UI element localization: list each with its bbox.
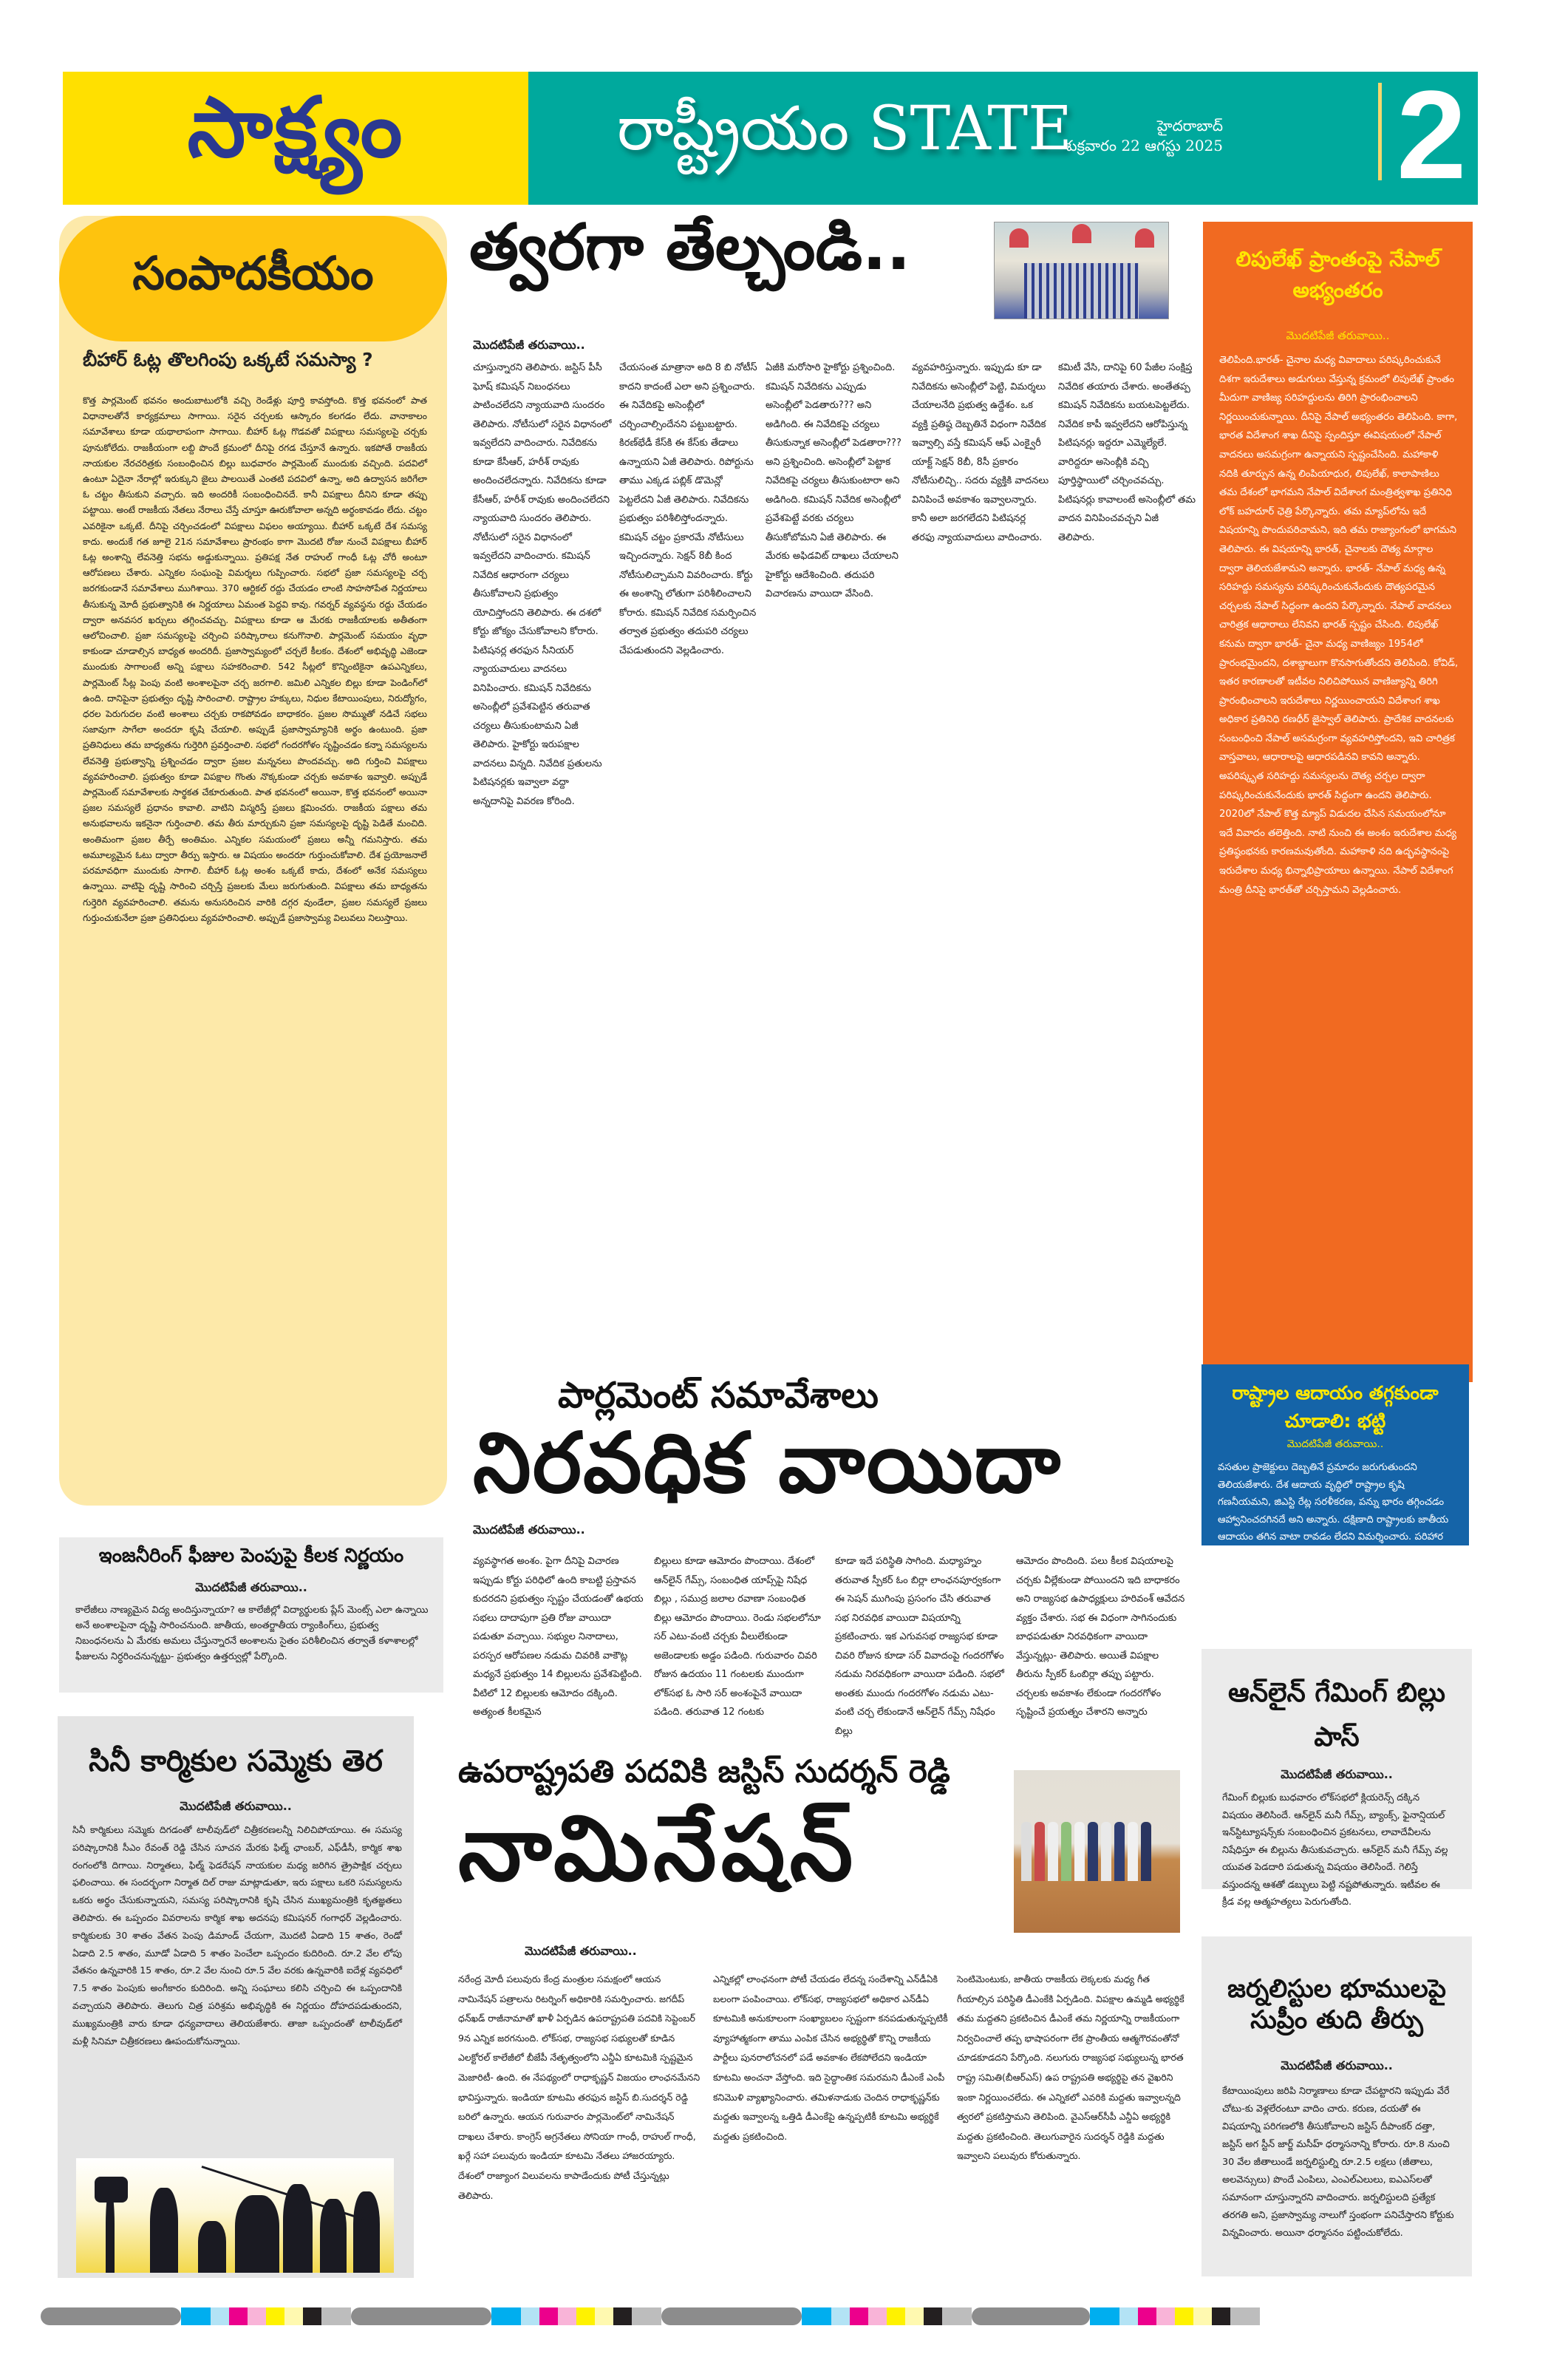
color-swatch: [41, 2307, 181, 2325]
parliament-kicker: పార్లమెంట్ సమావేశాలు: [558, 1375, 879, 1416]
color-swatch: [491, 2307, 521, 2325]
color-swatch: [802, 2307, 831, 2325]
section-title: రాష్ట్రీయం STATE: [617, 94, 1072, 164]
person-shape: [1034, 1822, 1045, 1881]
parliament-column: కూడా ఇదే పరిస్థితి సాగింది. మధ్యాహ్నం తరువాత స్పీకర్ ఓం బిర్లా లాంఛనపూర్వకంగా ఈ సెషన్ ముగింపు ప్రసంగం చేసి తరువాత సభ నిరవధిక వాయిదా విషయాన్ని ప్రకటించారు. ఇక ఎగువసభ రాజ్యసభ కూడా చివరి రోజున కూడా సర్ వివాదంపై గందరగోళం నడుమ నిరవధికంగా వాయిదా పడింది. సభలో అంతకు ముందు గందరగోళం నడుమ ఎటు-వంటి చర్చ లేకుండానే ఆన్‌లైన్ గేమ్స్ నిషేధం బిల్లు: [835, 1556, 1004, 1737]
light-head-shape: [95, 2177, 128, 2203]
color-swatch: [905, 2307, 924, 2325]
color-swatch: [1193, 2307, 1212, 2325]
masthead-band: [528, 65, 1478, 205]
main-story-column: వ్యవహరిస్తున్నారు. ఇప్పుడు కూ డా నివేదికను అసెంబ్లీలో పెట్టి, విమర్శలు చేయాలనేది ప్రభుత్వ ఉద్దేశం. ఒక వ్యక్తి ప్రతిష్ఠ దెబ్బతినే విధంగా నివేదిక ఇవ్వాల్సి వస్తే కమిషన్ ఆఫ్ ఎంక్వైరీ యాక్ట్ సెక్షన్ 8బీ, 8సీ ప్రకారం నోటీసులిచ్చి.. సదరు వ్యక్తికి వాదనలు వినిపించే అవకాశం ఇవ్వాలన్నారు. కానీ అలా జరగలేదని పిటిషనర్ల తరఫు న్యాయవాదులు వాదించారు.: [912, 362, 1049, 543]
person-shape: [1141, 1822, 1151, 1881]
continued-label: మొదటిపేజీ తరువాయి..: [1281, 2058, 1393, 2072]
color-swatch: [1230, 2307, 1260, 2325]
nepal-headline: లిపులేఖ్ ప్రాంతంపై నేపాల్ అభ్యంతరం: [1235, 247, 1440, 302]
vp-kicker: ఉపరాష్ట్రపతి పదవికి జస్టిస్ సుదర్శన్ రెడ్డి: [458, 1753, 950, 1789]
color-swatch: [613, 2307, 632, 2325]
color-swatch: [632, 2307, 661, 2325]
color-swatch: [211, 2307, 229, 2325]
person-shape: [1074, 1822, 1085, 1881]
bhatti-body: వసతుల ప్రాజెక్టులు దెబ్బతినే ప్రమాదం జరుగుతుందని తెలియజేశారు. దేశ ఆదాయ వృద్ధిలో రాష్ట్రాల కృషి గణనీయమని, జిఎస్టి రేట్ల సరళీకరణ, పన్ను భారం తగ్గించడం ఆహ్వానించదగినదే అని అన్నారు. దక్షిణాది రాష్ట్రాలకు జాతీయ ఆదాయం తగిన వాటా రావడం లేదని విమర్శించారు. పరిహార సెస్సు కొనసాగించి.. ఆదాయాన్ని పంచాలన్న భట్టి విక్రమార్క పేర్కొన్నారు.: [1218, 1462, 1449, 1577]
cine-story-box: [58, 1716, 414, 2278]
nepal-story-box: [1203, 222, 1473, 1382]
high-court-photo: [994, 222, 1169, 319]
gaming-headline: ఆన్‌లైన్ గేమింగ్ బిల్లు పాస్: [1228, 1678, 1445, 1752]
color-swatch: [850, 2307, 868, 2325]
color-swatch: [942, 2307, 972, 2325]
continued-label: మొదటిపేజీ తరువాయి..: [195, 1580, 307, 1594]
continued-label: మొదటిపేజీ తరువాయి..: [1281, 1767, 1393, 1781]
print-color-bar: [0, 2306, 1568, 2327]
main-story-column: చూస్తున్నారని తెలిపారు. జస్టిస్ పీసీ ఘోష్ కమిషన్ నిబంధనలు పాటించలేదని న్యాయవాది సుందరం తెలిపారు. నోటీసులో సరైన విధానంలో ఇవ్వలేదని వాదించారు. నివేదికను కూడా కేసీఆర్, హరీశ్ రావుకు అందించలేదన్నారు. నివేదికను కూడా కేసీఆర్, హరీశ్ రావుకు అందించలేదని న్యాయవాది సుందరం తెలిపారు. నోటీసులో సరైన విధానంలో ఇవ్వలేదని వాదించారు. కమిషన్ నివేదిక ఆధారంగా చర్యలు తీసుకోవాలని ప్రభుత్వం యోచిస్తోందని తెలిపారు. ఈ దశలో కోర్టు జోక్యం చేసుకోవాలని కోరారు. పిటిషనర్ల తరఫున సీనియర్ న్యాయవాదులు వాదనలు వినిపించారు. కమిషన్ నివేదికను అసెంబ్లీలో ప్రవేశపెట్టిన తరువాత చర్యలు తీసుకుంటామని ఏజీ తెలిపారు. హైకోర్టు ఇరుపక్షాల వాదనలు విన్నది. నివేదిక ప్రతులను పిటిషనర్లకు ఇవ్వాలా వద్దా అన్నదానిపై వివరణ కోరింది.: [473, 362, 612, 807]
gaming-body: గేమింగ్ బిల్లుకు బుధవారం లోక్‌సభలో క్లియరెన్స్ దక్కిన విషయం తెలిసిందే. ఆన్‌లైన్ మనీ గేమ్స్, బ్యాంక్స్, ఫైనాన్షియల్ ఇన్‌స్టిట్యూషన్స్‌కు సంబంధించిన ప్రకటనలు, లావాదేవీలను నిషేధిస్తూ ఈ బిల్లును తీసుకువచ్చారు. ఆన్‌లైన్ మనీ గేమ్స్ వల్ల యువత పెడదారి పడుతున్న విషయం తెలిసిందే. గెలిస్తే వస్తుందన్న ఆశతో డబ్బులు పెట్టి నష్టపోతున్నారు. ఇటీవల ఈ క్రీడ వల్ల ఆత్మహత్యలు పెరుగుతోంది.: [1222, 1792, 1448, 1908]
main-story-column: కమిటీ వేసి, దానిపై 60 పేజీల సంక్షిప్త నివేదిక తయారు చేశారు. అంతేతప్ప కమిషన్ నివేదికను బయటపెట్టలేదు. నివేదిక కాపీ ఇవ్వలేదని ఆరోపిస్తున్న పిటిషనర్లు ఇద్దరూ ఎమ్మెల్యేలే. వారిద్దరూ అసెంబ్లీకి వచ్చి పూర్తిస్థాయిలో చర్చించవచ్చు. పిటిషనర్లు కావాలంటే అసెంబ్లీలో తమ వాదన వినిపించవచ్చని ఏజీ తెలిపారు.: [1058, 362, 1196, 543]
parliament-column: వ్యవస్థాగత అంశం. పైగా దీనిపై విచారణ ఇప్పుడు కోర్టు పరిధిలో ఉంది కాబట్టి ప్రస్తావన కుదరదని ప్రభుత్వం స్పష్టం చేయడంతో ఉభయ సభలు దాదాపుగా ప్రతి రోజు వాయిదా పడుతూ వచ్చాయి. సభ్యుల నినాదాలు, పరస్పర ఆరోపణల నడుమ చివరికి వాకౌట్ల మధ్యనే ప్రభుత్వం 14 బిల్లులను ప్రవేశపెట్టింది. వీటిలో 12 బిల్లులకు ఆమోదం దక్కింది. అత్యంత కీలకమైన: [473, 1556, 644, 1718]
journalist-story-box: [1201, 1936, 1472, 2276]
person-shape: [1101, 1822, 1111, 1881]
color-swatch: [924, 2307, 942, 2325]
color-swatch: [181, 2307, 211, 2325]
dateline-city: హైదరాబాద్: [1156, 117, 1223, 135]
main-story-column: చేయసంత మాత్రానా అది 8 బి నోటీస్ కాదని కాదంటే ఎలా అని ప్రశ్నించారు. ఈ నివేదికపై అసెంబ్లీలో చర్చించాల్సిందేనని పట్టుబట్టారు. కిరణ్‌భేడీ కేస్‌కి ఈ కేస్‌కు తేడాలు ఉన్నాయని ఏజీ తెలిపారు. రిపోర్టును తాము ఎక్కడ పబ్లిక్ డొమెన్లో పెట్టలేదని ఏజీ తెలిపారు. నివేదికను ప్రభుత్వం పరిశీలిస్తోందన్నారు. కమిషన్ చట్టం ప్రకారమే నోటీసులు ఇచ్చిందన్నారు. సెక్షన్ 8బీ కింద నోటీసులిచ్చామని వివరించారు. కోర్టు ఈ అంశాన్ని లోతుగా పరిశీలించాలని కోరారు. కమిషన్ నివేదిక సమర్పించిన తర్వాత ప్రభుత్వం తదుపరి చర్యలు చేపడుతుందని వెల్లడించారు.: [619, 362, 757, 656]
color-swatch: [248, 2307, 266, 2325]
color-swatch: [887, 2307, 905, 2325]
person-shape: [1048, 1822, 1058, 1881]
bhatti-headline: రాష్ట్రాల ఆదాయం తగ్గకుండా చూడాలి: భట్టి: [1232, 1382, 1439, 1432]
vp-headline: నామినేషన్: [458, 1796, 858, 1901]
boom-operator-silhouette: [353, 2191, 380, 2273]
dome-shape: [1072, 224, 1091, 243]
dateline-date: శుక్రవారం 22 ఆగస్టు 2025: [1063, 137, 1223, 154]
color-swatch: [868, 2307, 887, 2325]
dome-shape: [1009, 228, 1029, 248]
engineering-story-box: [59, 1537, 443, 1693]
vp-column: ఎన్నికల్లో లాంఛనంగా పోటీ చేయడం లేదన్న సందేశాన్ని ఎన్‌డీఏకి బలంగా పంపించాయి. లోక్‌సభ, రాజ్యసభలో అధికార ఎన్‌డీఏ కూటమికి అనుకూలంగా సంఖ్యాబలం స్పష్టంగా కనపడుతున్నప్పటికీ వ్యూహాత్మకంగా తాము ఎంపిక చేసిన అభ్యర్థితో కొన్ని రాజకీయ పార్టీలు పునరాలోచనలో పడే అవకాశం లేకపోలేదని ఇండియా కూటమి అంచనా వేస్తోంది. ఇది సైద్ధాంతిక సమరమని డీఎంకే ఎంపీ కనిమొళి వ్యాఖ్యానించారు. తమిళనాడుకు చెందిన రాధాకృష్ణన్‌కు మద్దతు ఇవ్వాలన్న ఒత్తిడి డీఎంకేపై ఉన్నప్పటికీ కూటమి అభ్యర్థికే మద్దతు ప్రకటించింది.: [713, 1973, 948, 2142]
masthead-divider: [1378, 83, 1382, 180]
film-crew-silhouette-photo: [76, 2158, 394, 2273]
color-swatch: [229, 2307, 248, 2325]
color-swatch: [1212, 2307, 1230, 2325]
color-swatch: [595, 2307, 613, 2325]
bhatti-story-box: [1201, 1364, 1469, 1577]
color-swatch: [1156, 2307, 1175, 2325]
continued-label: మొదటిపేజీ తరువాయి..: [180, 1799, 292, 1813]
color-swatch: [1090, 2307, 1119, 2325]
parliament-headline: నిరవధిక వాయిదా: [473, 1415, 1063, 1511]
continued-label: మొదటిపేజీ తరువాయి..: [473, 1523, 585, 1537]
parliament-column: ఆమోదం పొందింది. పలు కీలక విషయాలపై చర్చకు వీల్లేకుండా పోయిందని ఇది బాధాకరం అని రాజ్యసభ ఉపాధ్యక్షులు హరివంశ్ ఆవేదన వ్యక్తం చేశారు. సభ ఈ విధంగా సాగినందుకు బాధపడుతూ నిరవధికంగా వాయిదా వేస్తున్నట్లు- తెలిపారు. అయితే విపక్షాల తీరును స్పీకర్ ఓంబిర్లా తప్పు పట్టారు. చర్చలకు అవకాశం లేకుండా గందరగోళం సృష్టించే ప్రయత్నం చేశారని అన్నారు: [1016, 1556, 1185, 1718]
color-swatch: [284, 2307, 303, 2325]
color-swatch: [351, 2307, 491, 2325]
cine-headline: సినీ కార్మికుల సమ్మెకు తెర: [89, 1744, 383, 1778]
color-swatch: [831, 2307, 850, 2325]
color-swatch: [558, 2307, 576, 2325]
person-shape: [1021, 1822, 1032, 1881]
color-swatch: [303, 2307, 321, 2325]
color-swatch: [539, 2307, 558, 2325]
nepal-body: తెలిపింది.భారత్- చైనాల మధ్య వివాదాలు పరిష్కరించుకునే దిశగా ఇరుదేశాలు అడుగులు వేస్తున్న క్రమంలో లిపులేఖ్ ప్రాంతం మీదుగా వాణిజ్య సరిహద్దులను తిరిగి ప్రారంభించాలని నిర్ణయించుకున్నాయి. దీనిపై నేపాల్ అభ్యంతరం తెలిపింది. కాగా, భారత విదేశాంగ శాఖ దీనిపై స్పందిస్తూ ఈవిషయంలో నేపాల్ వాదనలు అసమగ్రంగా ఉన్నాయని స్పష్టంచేసింది. మహాకాళి నదికి తూర్పున ఉన్న లింపియాధుర, లిపులేఖ్, కాలాపాణిలు తమ దేశంలో భాగమని నేపాల్ విదేశాంగ మంత్రిత్వశాఖ ప్రతినిధి లోక్ బహదూర్ ఛెత్రి పేర్కొన్నారు. తమ మ్యాప్‌లోను ఇదే విషయాన్ని పొందుపరిచామని, ఇది తమ రాజ్యాంగంలో భాగమని తెలిపారు. ఈ విషయాన్ని భారత్, చైనాలకు దౌత్య మార్గాల ద్వారా తెలియజేశామని అన్నారు. భారత్- నేపాల్ మధ్య ఉన్న సరిహద్దు సమస్యను పరిష్కరించుకునేందుకు దౌత్యపరమైన చర్చలకు నేపాల్ సిద్ధంగా ఉందని పేర్కొన్నారు. నేపాల్ వాదనలు చారిత్రక ఆధారాలు లేనివని భారత్ స్పష్టం చేసింది. లిపులేఖ్ కనుమ ద్వారా భారత్- చైనా మధ్య వాణిజ్యం 1954లో ప్రారంభమైందని, దశాబ్దాలుగా కొనసాగుతోందని తెలిపింది. కోవిడ్, ఇతర కారణాలతో ఇటీవల నిలిచిపోయిన వాణిజ్యాన్ని తిరిగి ప్రారంభించాలని ఇరుదేశాలు నిర్ణయించాయని విదేశాంగ శాఖ అధికార ప్రతినిధి రణధీర్ జైస్వాల్ తెలిపారు. ప్రాదేశిక వాదనలకు సంబంధించి నేపాల్ అసమగ్రంగా వ్యవహరిస్తోందని, ఇవి చారిత్రక వాస్తవాలు, ఆధారాలపై ఆధారపడినవి కావని అన్నారు. అపరిష్కృత సరిహద్దు సమస్యలను దౌత్య చర్చల ద్వారా పరిష్కరించుకునేందుకు భారత్ సిద్ధంగా ఉందని తెలిపారు. 2020లో నేపాల్ కొత్త మ్యాప్ విడుదల చేసిన సమయంలోనూ ఇదే వివాదం తలెత్తింది. నాటి నుంచి ఈ అంశం ఇరుదేశాల మధ్య ప్రతిష్ఠంభనకు కారణమవుతోంది. మహాకాళి నది ఉద్భవస్థానంపై ఇరుదేశాల మధ్య భిన్నాభిప్రాయాలు ఉన్నాయి. నేపాల్ విదేశాంగ మంత్రి దీనిపై భారత్‌తో చర్చిస్తామని వెల్లడించారు.: [1219, 355, 1459, 896]
engineering-body: కాలేజీలు నాణ్యమైన విద్య అందిస్తున్నాయా? ఆ కాలేజీల్లో విద్యార్థులకు ప్లేస్ మెంట్స్ ఎలా ఉన్నాయి అనే అంశాలపైనా దృష్టి సారించనుంది. జాతీయ, అంతర్జాతీయ ర్యాంకింగ్‌లు, ప్రభుత్వ నిబంధనలను ఏ మేరకు అమలు చేస్తున్నారనే అంశాలను సైతం పరిశీలించిన తర్వాతే కళాశాలల్లో ఫీజులను నిర్ధరించనున్నట్టు- ప్రభుత్వం ఉత్తర్వుల్లో పేర్కొంది.: [75, 1605, 429, 1662]
logo-text: సాక్ష్యం: [187, 80, 404, 176]
main-story-column: ఏజీకి మరోసారి హైకోర్టు ప్రశ్నించింది. కమిషన్ నివేదికను ఎప్పుడు అసెంబ్లీలో పెడతారు??? అని అడిగింది. ఈ నివేదికపై చర్యలు తీసుకున్నాక అసెంబ్లీలో పెడతారా??? అని ప్రశ్నించింది. అసెంబ్లీలో పెట్టాక నివేదికపై చర్యలు తీసుకుంటారా అని అడిగింది. కమిషన్ నివేదిక అసెంబ్లీలో ప్రవేశపెట్టే వరకు చర్యలు తీసుకోబోమని ఏజీ తెలిపారు. ఈ మేరకు అఫిడవిట్ దాఖలు చేయాలని హైకోర్టు ఆదేశించింది. తదుపరి విచారణను వాయిదా వేసింది.: [766, 362, 901, 599]
cine-body: సినీ కార్మికులు సమ్మెకు దిగడంతో టాలీవుడ్‌లో చిత్రీకరణలన్నీ నిలిచిపోయాయి. ఈ సమస్య పరిష్కారానికి సీఎం రేవంత్ రెడ్డి చేసిన సూచన మేరకు ఫిల్మ్ ఛాంబర్, ఎఫ్‌డీసీ, కార్మిక శాఖ రంగంలోకి దిగాయి. నిర్మాతలు, ఫిల్మ్ ఫెడరేషన్ నాయకుల మధ్య జరిగిన త్రైపాక్షిక చర్చలు ఫలించాయి. ఈ సందర్భంగా నిర్మాత దిల్ రాజు మాట్లాడుతూ, ఇరు పక్షాలు ఒకరి సమస్యలను ఒకరు అర్థం చేసుకున్నాయని, సమస్య పరిష్కారానికి కృషి చేసిన ముఖ్యమంత్రికి కృతజ్ఞతలు తెలిపారు. ఈ ఒప్పందం వివరాలను కార్మిక శాఖ అదనపు కమిషనర్ గంగాధర్ వెల్లడించారు. కార్మికులకు 30 శాతం వేతన పెంపు డిమాండ్ చేయగా, మొదటి ఏడాది 15 శాతం, రెండో ఏడాది 2.5 శాతం, మూడో ఏడాది 5 శాతం పెంచేలా ఒప్పందం కుదిరింది. రూ.2 వేల లోపు వేతనం ఉన్నవారికి 15 శాతం, రూ.2 వేల నుంచి రూ.5 వేల వరకు ఉన్నవారికి ఐదేళ్ల వ్యవధిలో 7.5 శాతం పెంపుకు అంగీకారం కుదిరింది. అన్ని సంఘాలు కలిసి చర్చించి ఈ ఒప్పందానికి వచ్చాయని తెలిపారు. తెలుగు చిత్ర పరిశ్రమ అభివృద్ధికి ఈ నిర్ణయం దోహదపడుతుందని, ముఖ్యమంత్రికి వారు కూడా ధన్యవాదాలు తెలియజేశారు. తాజా ఒప్పందంతో టాలీవుడ్‌లో మళ్లీ సినిమా చిత్రీకరణలు ఊపందుకోనున్నాయి.: [72, 1824, 402, 2047]
continued-label: మొదటిపేజీ తరువాయి..: [1286, 329, 1390, 342]
vp-column: నరేంద్ర మోదీ పలువురు కేంద్ర మంత్రుల సమక్షంలో ఆయన నామినేషన్ పత్రాలను రిటర్నింగ్ అధికారికి సమర్పించారు. జగదీప్ ధన్‌ఖడ్ రాజీనామాతో ఖాళీ ఏర్పడిన ఉపరాష్ట్రపతి పదవికి సెప్టెంబర్ 9న ఎన్నిక జరగనుంది. లోక్‌సభ, రాజ్యసభ సభ్యులతో కూడిన ఎలక్టోరల్ కాలేజీలో బీజేపీ నేతృత్వంలోని ఎన్డీఏ కూటమికి స్పష్టమైన మెజారిటీ- ఉంది. ఈ నేపథ్యంలో రాధాకృష్ణన్ విజయం లాంఛనమేనని భావిస్తున్నారు. ఇండియా కూటమి తరఫున జస్టిస్ బి.సుదర్శన్ రెడ్డి బరిలో ఉన్నారు. ఆయన గురువారం పార్లమెంట్‌లో నామినేషన్ దాఖలు చేశారు. కాంగ్రెస్ అగ్రనేతలు సోనియా గాంధీ, రాహుల్ గాంధీ, ఖర్గే సహా పలువురు ఇండియా కూటమి నేతలు హాజరయ్యారు. దేశంలో రాజ్యాంగ విలువలను కాపాడేందుకు పోటీ చేస్తున్నట్లు తెలిపారు.: [458, 1973, 701, 2201]
gate-shape: [1024, 263, 1139, 319]
continued-label: మొదటిపేజీ తరువాయి..: [525, 1944, 637, 1958]
engineering-headline: ఇంజనీరింగ్ ఫీజుల పెంపుపై కీలక నిర్ణయం: [98, 1545, 404, 1567]
light-stand-shape: [106, 2191, 115, 2273]
color-swatch: [1175, 2307, 1193, 2325]
color-swatch: [266, 2307, 284, 2325]
newspaper-logo: [63, 72, 528, 205]
vp-column: సెంటిమెంటుకు, జాతీయ రాజకీయ లెక్కలకు మధ్య గీత గీయాల్సిన పరిస్థితి డీఎంకేకి ఏర్పడింది. విపక్షాల ఉమ్మడి అభ్యర్థికే తమ మద్దతని ప్రకటించిన డీఎంకే తమ నిర్ణయాన్ని రాజకీయంగా నిర్వచించాలే తప్ప భాషాపరంగా లేక ప్రాంతీయ ఆత్మగౌరవంతోనో చూడకూడదని పేర్కొంది. నలుగురు రాజ్యసభ సభ్యులున్న భారత రాష్ట్ర సమితి(బీఆర్ఎస్) ఉప రాష్ట్రపతి అభ్యర్థిపై తన వైఖరిని ఇంకా నిర్ణయించలేదు. ఈ ఎన్నికలో ఎవరికి మద్దతు ఇవ్వాలన్నది త్వరలో ప్రకటిస్తామని తెలిపింది. వైఎస్ఆర్‌సీపీ ఎన్డీఏ అభ్యర్థికి మద్దతు ప్రకటించింది. తెలుగువారైన సుదర్శన్ రెడ్డికి మద్దతు ఇవ్వాలని పలువురు కోరుతున్నారు.: [957, 1973, 1184, 2162]
person-shape: [1061, 1822, 1071, 1881]
color-swatch: [1138, 2307, 1156, 2325]
dome-shape: [1135, 228, 1154, 248]
editorial-headline: బీహార్ ఓట్ల తొలగింపు ఒక్కటే సమస్యా ?: [83, 349, 373, 370]
editorial-label-pill: [59, 216, 447, 341]
journalist-body: కేటాయింపులు జరిపి నిర్మాణాలు కూడా చేపట్టారని ఇప్పుడు వేరే చోటు-కు వెళ్లలేరంటూ వాదిం చారు. కరుణ, దయతో ఈ విషయాన్ని పరిగణలోకి తీసుకోవాలని జస్టిస్ దీపాంకర్ దత్తా, జస్టిస్ అగ స్టీన్ జార్జ్ మసీహ్ ధర్మాసనాన్ని కోరారు. రూ.8 నుంచి 30 వేల జీతాలుండే జర్నలిస్టుల్ని రూ.2.5 లక్షలు (జీతాలు, అలవెన్సులు) పొందే ఎంపిలు, ఎంఎల్ఎలులు, ఐఎఎస్‌లతో సమానంగా చూస్తున్నారని వాదించారు. జర్నలిస్టులది ప్రత్యేక తరగతి అని, ప్రజాస్వామ్య నాలుగో స్తంభంగా పనిచేస్తారని కోర్టుకు విన్నవించారు. అయినా ధర్మాసనం పట్టించుకోలేదు.: [1222, 2086, 1454, 2239]
page-number: 2: [1397, 65, 1467, 205]
color-swatch: [521, 2307, 539, 2325]
main-headline: త్వరగా తేల్చండి..: [469, 211, 911, 285]
person-shape: [1128, 1822, 1138, 1881]
editorial-box: [59, 216, 447, 1506]
color-swatch: [576, 2307, 595, 2325]
continued-label: మొదటిపేజీ తరువాయి..: [473, 338, 585, 352]
person-shape: [1114, 1822, 1125, 1881]
dateline: [1064, 116, 1223, 156]
color-swatch: [321, 2307, 351, 2325]
editorial-body: కొత్త పార్లమెంట్ భవనం అందుబాటులోకి వచ్చి రెండేళ్లు పూర్తి కావస్తోంది. కొత్త భవనంలో పాత విధానాలతోనే కార్యక్రమాలు సాగాయి. సరైన చర్చలకు ఆస్కారం కలగడం లేదు. వానాకాలం సమావేశాలు కూడా యథాలాపంగా సాగాయి. బీహార్ ఓట్ల గొడవతో విపక్షాలు సమస్యలపై చర్చకు పూనుకోలేదు. రాజకీయంగా లబ్ది పొందే క్రమంలో దీనిపై రగడ చేస్తూనే ఉన్నారు. ఇకపోతే రాజకీయ నాయకుల నేరచరిత్రకు సంబంధించిన బిల్లు బుధవారం పార్లమెంట్ ముందుకు వచ్చింది. పదవిలో ఉంటూ ఏదైనా నేరాల్లో ఇరుక్కుని జైలు పాలయితే ఎంతటి పదవిలో ఉన్నా, అది ఉద్వాసన జరిగేలా ఓ చట్టం తీసుకుని వచ్చారు. ఇది అందరికీ సంబంధించినదే. కానీ విపక్షాలు దీనిని కూడా తప్పు పట్టాయి. అంటే రాజకీయ నేతలు నేరాలు చేస్తే చూస్తూ ఊరుకోవాలా అన్నది అర్థంకావడం లేదు. చట్టం ఎవరికైనా ఒక్కటే. దీనిపై చర్చించడంలో విపక్షాలు విఫలం అయ్యాయి. బీహార్ ఒక్కటే దేశ సమస్య కాదు. అందుకే గత జూలై 21న సమావేశాలు ప్రారంభం కాగా మొదటి రోజు నుంచే విపక్షాలు బీహార్ ఓట్ల అంశాన్ని లేవనెత్తి సభను అడ్డుకున్నాయి. ప్రతిపక్ష నేత రాహుల్ గాంధీ ఓట్ల చోరీ అంటూ ఆరోపణలు చేశారు. ఎన్నికల సంఘంపై విమర్శలు గుప్పించారు. సభలో ప్రజా సమస్యలపై చర్చ జరగకుండానే సమావేశాలు ముగిశాయి. 370 ఆర్టికల్ రద్దు చేయడం లాంటి సాహసోపేత నిర్ణయాలు తీసుకున్న మోదీ ప్రభుత్వానికి ఈ నిర్ణయాలు ఏమంత పెద్దవి కావు. గవర్నర్ వ్యవస్థను రద్దు చేయడం ద్వారా అనవసర ఖర్చులు తగ్గించవచ్చు. విపక్షాలు కూడా ఆ మేరకు రాజకీయాలకు అతీతంగా ఆలోచించాలి. ప్రజా సమస్యలపై చర్చించి పరిష్కారాలు కనుగొనాలి. పార్లమెంట్ సమయం వృధా కాకుండా చూడాల్సిన బాధ్యత అందరిదీ. ప్రజాస్వామ్యంలో చర్చలే కీలకం. దేశంలో అభివృద్ధి ఎజెండా ముందుకు సాగాలంటే అన్ని పక్షాలు సహకరించాలి. 542 సీట్లలో కొన్నింటికైనా ఉపఎన్నికలు, పార్లమెంట్ సీట్ల పెంపు వంటి అంశాలపైనా చర్చ జరగాలి. జమిలి ఎన్నికల బిల్లు కూడా పెండింగ్‌లో ఉంది. దానిపైనా ప్రభుత్వం దృష్టి సారించాలి. రాష్ట్రాల హక్కులు, నిధుల కేటాయింపులు, నిరుద్యోగం, ధరల పెరుగుదల వంటి అంశాలు చర్చకు రాకపోవడం బాధాకరం. ప్రజల సొమ్ముతో నడిచే సభలు సజావుగా సాగేలా అందరూ కృషి చేయాలి. అప్పుడే ప్రజాస్వామ్యానికి అర్థం ఉంటుంది. ప్రజా ప్రతినిధులు తమ బాధ్యతను గుర్తెరిగి ప్రవర్తించాలి. సభలో గందరగోళం సృష్టించడం కన్నా సమస్యలను లేవనెత్తి ప్రభుత్వాన్ని ప్రశ్నించడం ద్వారా ప్రజల మన్ననలు పొందవచ్చు. అది గుర్తించి విపక్షాలు వ్యవహరించాలి. ప్రభుత్వం కూడా విపక్షాల గొంతు నొక్కకుండా చర్చకు అవకాశం ఇవ్వాలి. అప్పుడే పార్లమెంట్ సమావేశాలకు సార్థకత చేకూరుతుంది. పాత భవనంలో అయినా, కొత్త భవనంలో అయినా ప్రజల సమస్యలే ప్రధానం కావాలి. వాటిని విస్మరిస్తే ప్రజలు క్షమించరు. రాజకీయ పక్షాలు తమ అనుభవాలను ఇకనైనా గుర్తించాలి. తమ తీరు మార్చుకుని ప్రజా సమస్యలపై దృష్టి పెడితే మంచిది. అంతిమంగా ప్రజల తీర్పే అంతిమం. ఎన్నికల సమయంలో ప్రజలు అన్నీ గమనిస్తారు. తమ అమూల్యమైన ఓటు ద్వారా తీర్పు ఇస్తారు. ఆ విషయం అందరూ గుర్తుంచుకోవాలి. దేశ ప్రయోజనాలే పరమావధిగా ముందుకు సాగాలి. బీహార్ ఓట్ల అంశం ఒక్కటే కాదు, దేశంలో అనేక సమస్యలు ఉన్నాయి. వాటిపై దృష్టి సారించి చర్చిస్తే ప్రజలకు మేలు జరుగుతుంది. విపక్షాలు తమ బాధ్యతను గుర్తెరిగి వ్యవహరించాలి. తమను అనుసరించిన వారికి దగ్గర వుండేలా, ప్రజల సమస్యలే ప్రజలు గుర్తుంచుకునేలా ప్రజా ప్రతినిధులు వ్యవహరించాలి. అప్పుడే ప్రజాస్వామ్య విలువలు నిలుస్తాయి.: [83, 395, 427, 923]
color-swatch: [661, 2307, 802, 2325]
actress-silhouette: [150, 2188, 178, 2273]
continued-label: మొదటిపేజీ తరువాయి..: [1286, 1438, 1384, 1450]
person-shape: [1088, 1822, 1098, 1881]
crew-silhouette: [198, 2221, 226, 2273]
color-swatch: [972, 2307, 1090, 2325]
journalist-headline: జర్నలిస్టుల భూములపై సుప్రీం తుది తీర్పు: [1227, 1974, 1446, 2035]
parliament-column: బిల్లులు కూడా ఆమోదం పొందాయి. దేశంలో ఆన్‌లైన్ గేమ్స్, సంబంధిత యాప్స్‌పై నిషేధ బిల్లు , సముద్ర జలాల రవాణా సంబంధిత బిల్లు ఆమోదం పొందాయి. రెండు సభలలోనూ సర్ ఎటు-వంటి చర్చకు వీలులేకుండా అజెండాలకు అడ్డం పడింది. గురువారం చివరి రోజున ఉదయం 11 గంటలకు ముందుగా లోక్‌సభ ఓ సారి సర్ అంశంపైనే వాయిదా పడింది. తరువాత 12 గంటకు: [654, 1556, 821, 1718]
camera-silhouette: [235, 2195, 279, 2273]
nomination-photo: [1014, 1770, 1180, 1933]
color-swatch: [1119, 2307, 1138, 2325]
editorial-label: సంపాదకీయం: [132, 246, 374, 300]
gaming-story-box: [1201, 1649, 1472, 1908]
